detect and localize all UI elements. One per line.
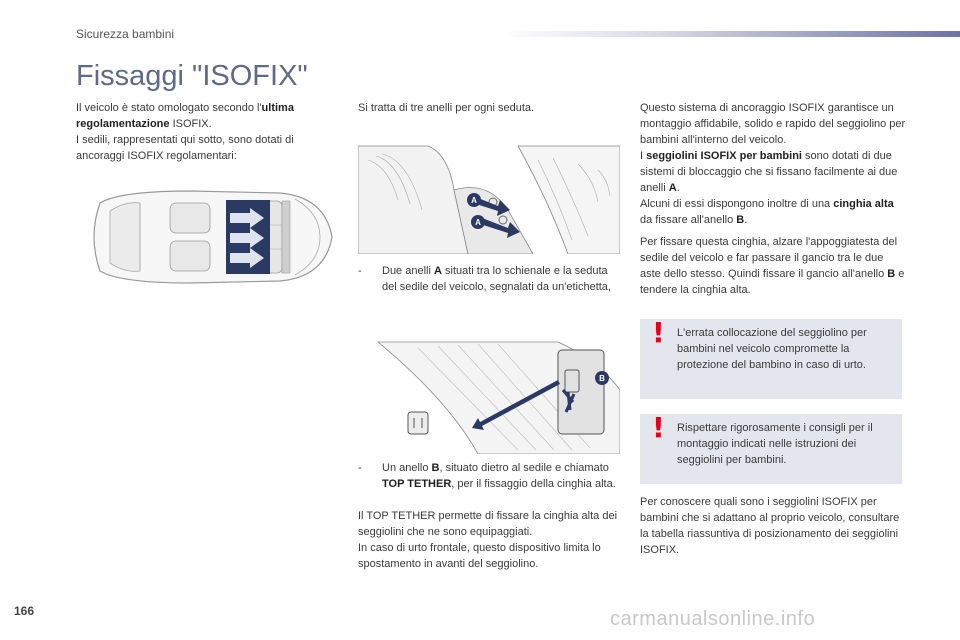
top-tether-paragraph-2: In caso di urto frontale, questo dispositivo limita lo spostamento in avanti del seggiolino. [358,542,601,570]
p2-bold-a: A [668,182,677,194]
warning-box-2 [640,411,902,484]
bullet2-bold-b: B [431,462,440,474]
bullet2-bold-top-tether: TOP TETHER [382,478,452,490]
header-gradient-bar [500,31,960,37]
bullet-dash: - [358,265,362,277]
top-tether-paragraph-1: Il TOP TETHER permette di fissare la cinghia alta dei seggiolini che ne sono equipaggiati. [358,510,618,538]
label-b: B [599,374,605,383]
intro-text-end: ISOFIX. [169,118,212,130]
col3-paragraph-5: Per conoscere quali sono i seggiolini ISOFIX per bambini che si adattano al proprio veicolo, consultare la tabella riassuntiva di posizionamento dei seggiolini ISOFIX. [640,496,900,556]
top-tether-illustration [358,340,620,454]
warning-text-1: L'errata collocazione del seggiolino per bambini nel veicolo compromette la protezione del bambino in caso di urto. [677,327,867,371]
bullet1-bold: A [433,265,442,277]
page-title: Fissaggi "ISOFIX" [76,60,308,92]
bullet1-text: Due anelli [382,265,434,277]
bullet-rings-a [358,263,620,295]
p2-text-end: . [676,182,680,194]
bullet2-text-end: , per il fissaggio della cinghia alta. [451,478,616,490]
p4-text: Per fissare questa cinghia, alzare l'appoggiatesta del sedile del veicolo e far passare il gancio tra le due aste dello stesso. Quindi fissare il gancio all'anello [640,236,898,280]
p3-bold: cinghia alta [833,198,894,210]
col2-intro: Si tratta di tre anelli per ogni seduta. [358,102,535,114]
label-a-lower: A [475,218,481,227]
car-top-view-illustration [80,183,340,291]
p3-bold-b: B [736,214,745,226]
intro-paragraph [76,100,338,132]
watermark: carmanualsonline.info [610,608,816,630]
bullet2-text-mid: , situato dietro al sedile e chiamato [439,462,609,474]
col3-paragraph-3 [640,196,906,228]
p3-text-mid: da fissare all'anello [640,214,737,226]
bullet2-text: Un anello [382,462,432,474]
intro-bold: ultima regolamentazione [76,102,294,130]
bullet-dash: - [358,462,362,474]
warning-icon: ! [652,411,665,444]
isofix-rings-illustration [358,140,620,254]
p3-text-end: . [744,214,748,226]
col3-paragraph-4 [640,234,906,298]
p3-text: Alcuni di essi dispongono inoltre di una [640,198,834,210]
warning-text-2: Rispettare rigorosamente i consigli per il montaggio indicati nelle istruzioni dei seggiolini per bambini. [677,422,873,466]
bullet-ring-b [358,460,620,492]
col3-paragraph-1: Questo sistema di ancoraggio ISOFIX garantisce un montaggio affidabile, solido e rapido del seggiolino per bambini all'interno del veicolo. [640,102,906,146]
col3-body [640,100,906,298]
p2-text-mid: sono dotati di due sistemi di bloccaggio che si fissano facilmente ai due anelli [640,150,898,194]
p2-bold: seggiolini ISOFIX per bambini [646,150,802,162]
intro-text: Il veicolo è stato omologato secondo l' [76,102,262,114]
bullet1-text-end: situati tra lo schienale e la seduta del sedile del veicolo, segnalati da un'etichetta, [382,265,611,293]
label-a-upper: A [471,196,477,205]
col3-paragraph-2 [640,148,906,196]
warning-box-1 [640,316,902,399]
p4-text-end: e tendere la cinghia alta. [640,268,905,296]
seats-paragraph: I sedili, rappresentati qui sotto, sono dotati di ancoraggi ISOFIX regolamentari: [76,134,294,162]
section-header: Sicurezza bambini [76,27,175,41]
page-number: 166 [14,604,35,618]
intro-column [76,100,338,164]
p4-bold-b: B [887,268,896,280]
p2-text: I [640,150,647,162]
top-tether-explanation [358,508,640,572]
warning-icon: ! [652,316,665,349]
